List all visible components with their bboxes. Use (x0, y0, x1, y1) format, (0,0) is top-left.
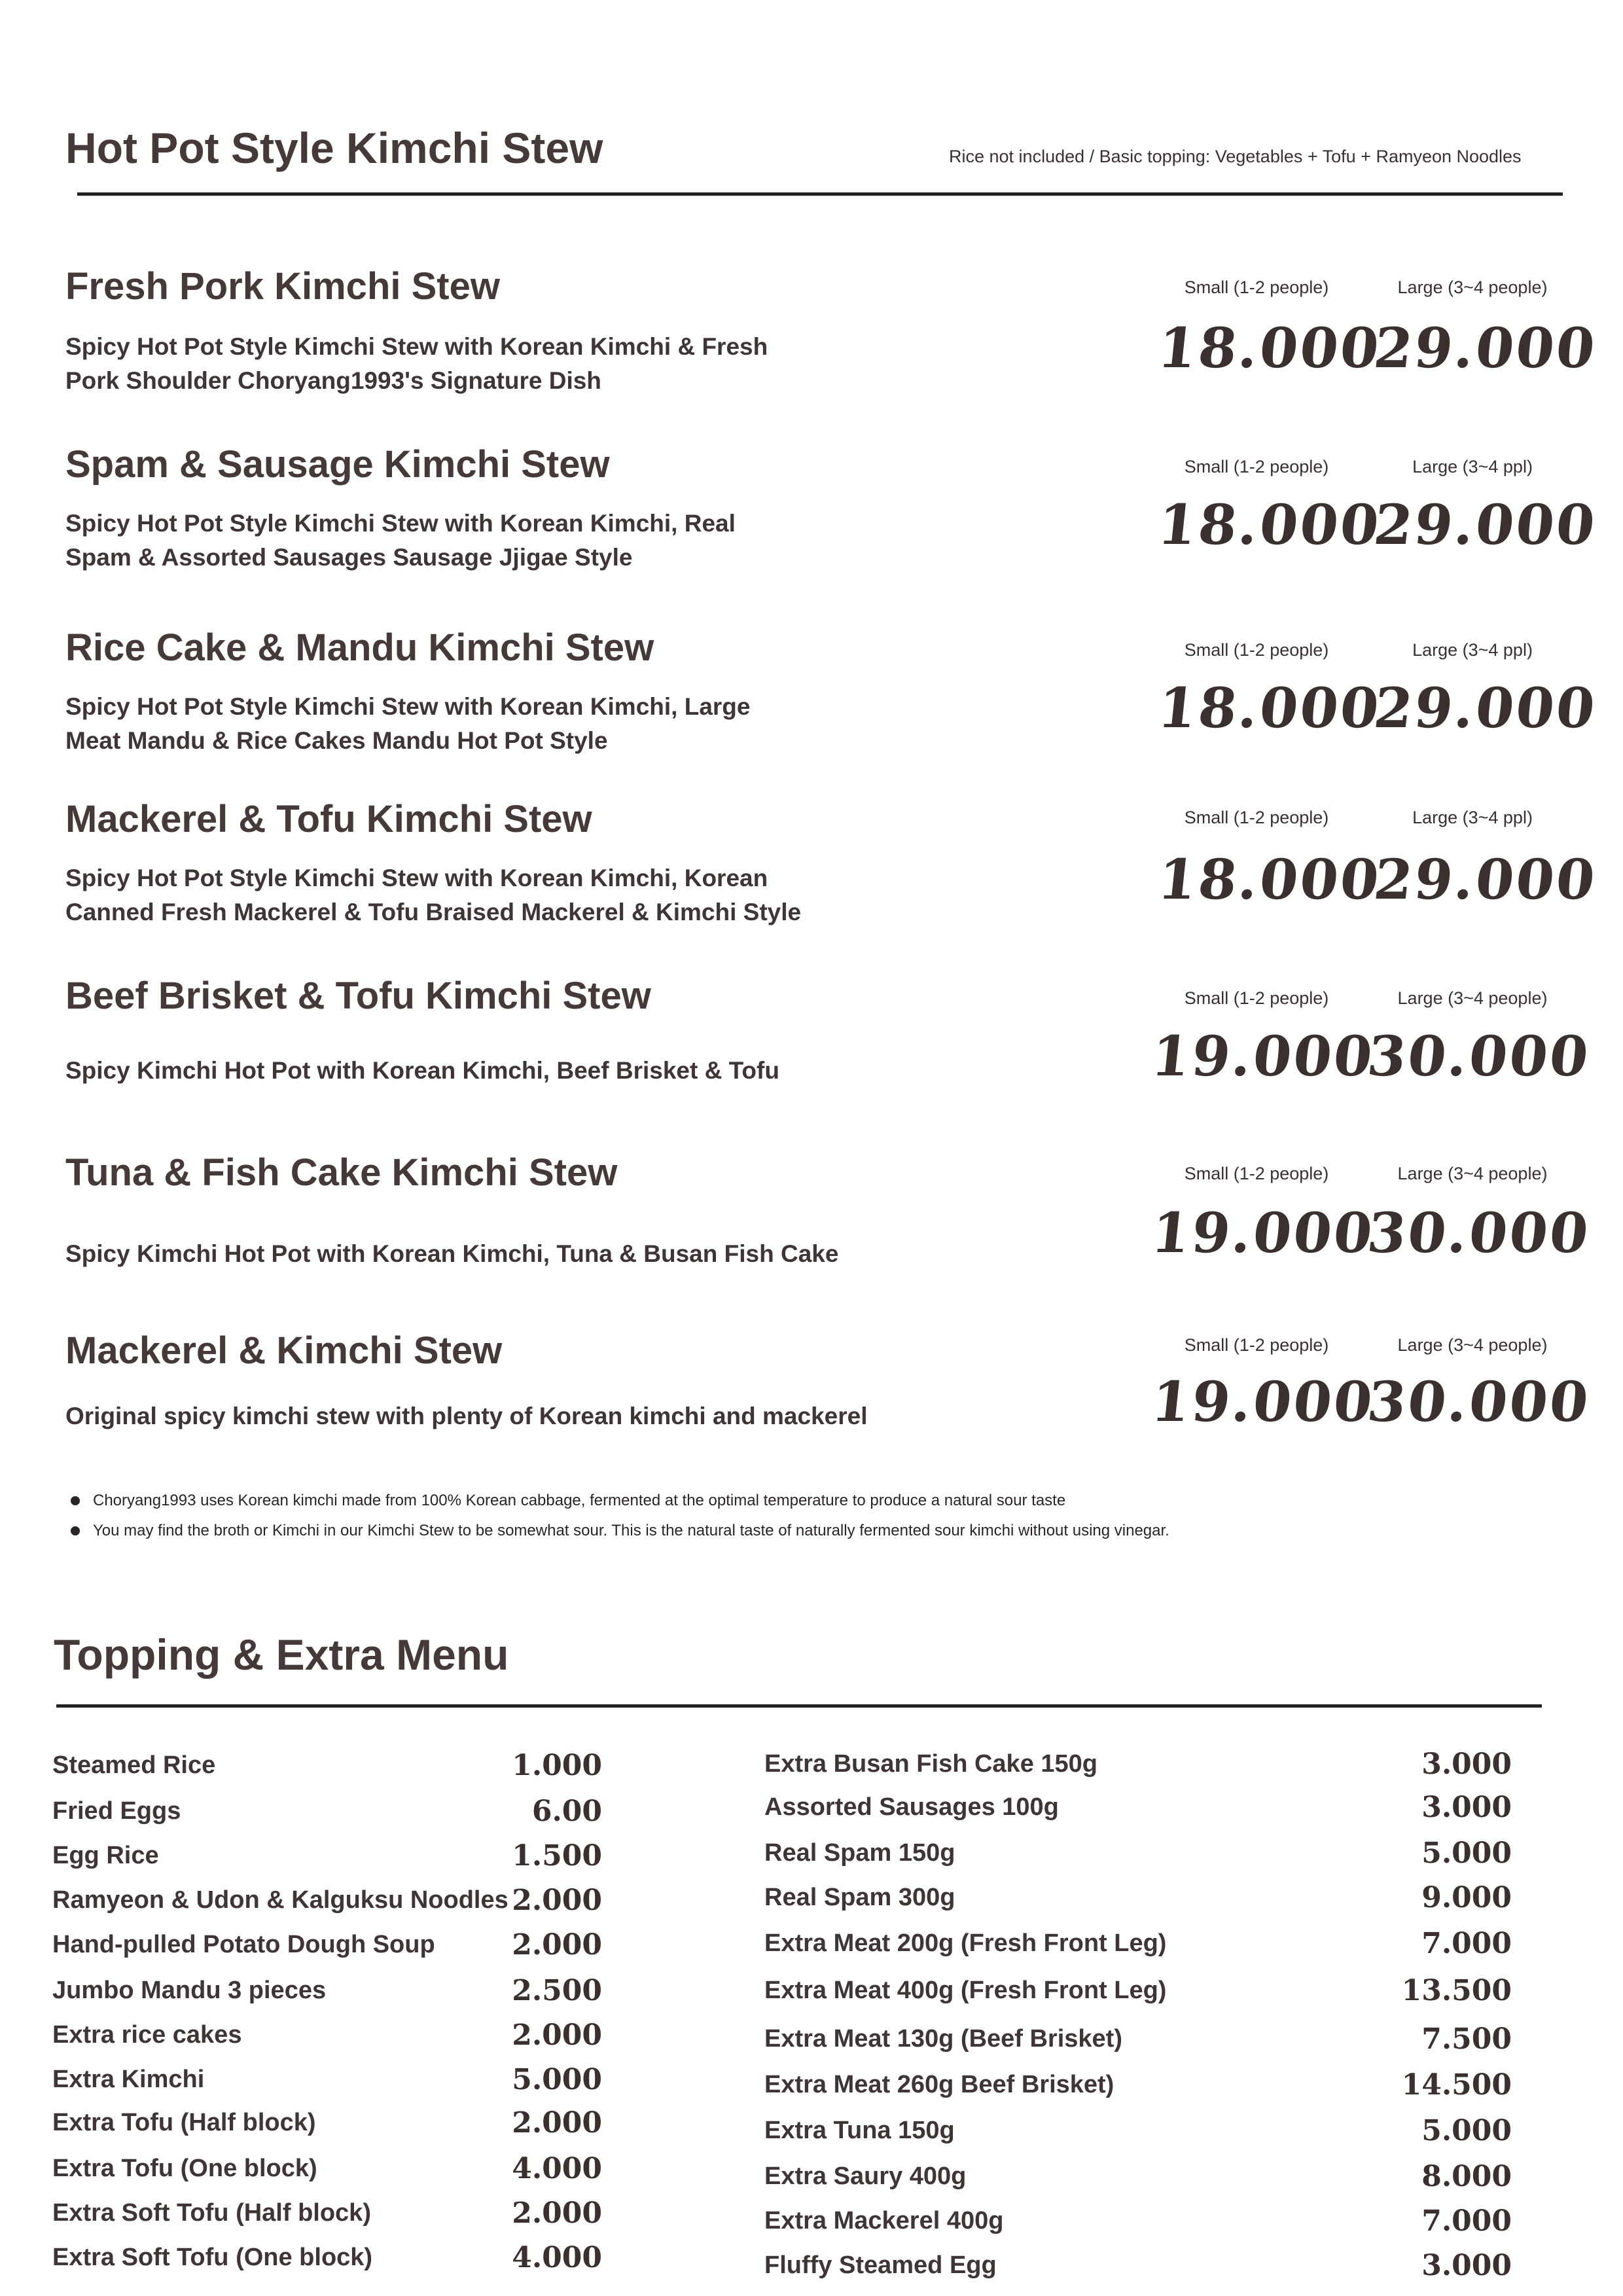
extra-item-price: 5.000 (1421, 2114, 1512, 2147)
page-title: Hot Pot Style Kimchi Stew (65, 124, 603, 172)
menu-item-desc: Spicy Hot Pot Style Kimchi Stew with Korean Kimchi, Korean (65, 865, 768, 891)
menu-item-title: Rice Cake & Mandu Kimchi Stew (65, 626, 654, 669)
extra-item-name: Extra Kimchi (52, 2066, 205, 2093)
extra-item-name: Real Spam 300g (764, 1884, 955, 1911)
extra-item-price: 4.000 (512, 2152, 602, 2185)
extras-divider (56, 1704, 1542, 1708)
extra-item-price: 7.000 (1421, 2204, 1512, 2238)
extra-item-price: 14.500 (1401, 2068, 1512, 2102)
small-size-label: Small (1-2 people) (1184, 808, 1329, 827)
extra-item-name: Extra Soft Tofu (One block) (52, 2244, 373, 2271)
small-price: 19.000 (1148, 1369, 1378, 1434)
large-size-label: Large (3~4 people) (1397, 278, 1548, 297)
menu-item-desc: Pork Shoulder Choryang1993's Signature Dish (65, 367, 601, 394)
small-size-label: Small (1-2 people) (1184, 640, 1329, 660)
extra-item-name: Hand-pulled Potato Dough Soup (52, 1931, 435, 1958)
extra-item-name: Extra Mackerel 400g (764, 2207, 1004, 2234)
extras-section-title: Topping & Extra Menu (54, 1630, 509, 1679)
menu-item-desc: Meat Mandu & Rice Cakes Mandu Hot Pot Style (65, 727, 608, 754)
extra-item-price: 5.000 (512, 2063, 602, 2096)
bullet-dot-icon (71, 1496, 80, 1505)
large-size-label: Large (3~4 ppl) (1412, 457, 1533, 476)
large-price: 29.000 (1370, 492, 1600, 557)
extra-item-price: 2.500 (512, 1974, 602, 2007)
menu-item-desc: Spicy Hot Pot Style Kimchi Stew with Korean Kimchi, Large (65, 693, 751, 720)
menu-item-title: Tuna & Fish Cake Kimchi Stew (65, 1151, 618, 1194)
extra-item-name: Ramyeon & Udon & Kalguksu Noodles (52, 1886, 508, 1914)
small-price: 18.000 (1154, 315, 1384, 380)
kimchi-notes (71, 1486, 1169, 1546)
extra-item-price: 2.000 (512, 1928, 602, 1962)
extra-item-name: Fried Eggs (52, 1797, 181, 1825)
menu-item-desc: Canned Fresh Mackerel & Tofu Braised Mackerel & Kimchi Style (65, 899, 802, 925)
extra-item-price: 3.000 (1421, 1748, 1512, 1781)
extra-item-name: Extra rice cakes (52, 2021, 242, 2049)
extra-item-name: Jumbo Mandu 3 pieces (52, 1977, 327, 2004)
large-price: 30.000 (1364, 1369, 1594, 1434)
large-price: 29.000 (1370, 315, 1600, 380)
bullet-dot-icon (71, 1526, 80, 1535)
large-price: 29.000 (1370, 675, 1600, 740)
menu-item-title: Mackerel & Tofu Kimchi Stew (65, 798, 592, 840)
extra-item-price: 6.00 (531, 1795, 602, 1828)
small-price: 18.000 (1154, 847, 1384, 912)
note-item (71, 1486, 1169, 1516)
extra-item-name: Extra Tuna 150g (764, 2117, 955, 2144)
menu-item-title: Spam & Sausage Kimchi Stew (65, 443, 610, 486)
note-text: Choryang1993 uses Korean kimchi made from 100% Korean cabbage, fermented at the optimal temperature to produce a natural sour taste (93, 1492, 1066, 1509)
small-size-label: Small (1-2 people) (1184, 988, 1329, 1008)
menu-item-title: Beef Brisket & Tofu Kimchi Stew (65, 975, 651, 1017)
menu-item-desc: Spam & Assorted Sausages Sausage Jjigae Style (65, 544, 633, 571)
extra-item-name: Fluffy Steamed Egg (764, 2251, 997, 2279)
extra-item-price: 5.000 (1421, 1837, 1512, 1870)
large-price: 30.000 (1364, 1200, 1594, 1265)
extra-item-name: Extra Tofu (One block) (52, 2155, 317, 2182)
extra-item-name: Assorted Sausages 100g (764, 1793, 1059, 1821)
extra-item-name: Extra Meat 130g (Beef Brisket) (764, 2025, 1122, 2053)
extra-item-price: 1.000 (512, 1749, 602, 1782)
extra-item-name: Real Spam 150g (764, 1839, 955, 1867)
extra-item-name: Extra Saury 400g (764, 2162, 967, 2190)
extra-item-price: 9.000 (1421, 1881, 1512, 1914)
extra-item-price: 4.000 (512, 2241, 602, 2274)
menu-item-desc: Spicy Kimchi Hot Pot with Korean Kimchi, Tuna & Busan Fish Cake (65, 1240, 839, 1267)
large-size-label: Large (3~4 ppl) (1412, 808, 1533, 827)
extra-item-price: 2.000 (512, 2106, 602, 2140)
extra-item-price: 13.500 (1401, 1974, 1512, 2007)
extra-item-price: 3.000 (1421, 2249, 1512, 2282)
extra-item-name: Steamed Rice (52, 1751, 216, 1779)
note-item (71, 1516, 1169, 1546)
menu-item-title: Fresh Pork Kimchi Stew (65, 265, 500, 308)
extra-item-name: Extra Meat 260g Beef Brisket) (764, 2071, 1115, 2098)
extra-item-name: Extra Meat 200g (Fresh Front Leg) (764, 1929, 1167, 1957)
menu-item-desc: Spicy Kimchi Hot Pot with Korean Kimchi, Beef Brisket & Tofu (65, 1057, 779, 1084)
extra-item-name: Extra Meat 400g (Fresh Front Leg) (764, 1977, 1167, 2004)
extra-item-name: Extra Tofu (Half block) (52, 2109, 316, 2136)
menu-item-desc: Spicy Hot Pot Style Kimchi Stew with Korean Kimchi, Real (65, 510, 736, 537)
small-size-label: Small (1-2 people) (1184, 1335, 1329, 1355)
extra-item-price: 1.500 (512, 1839, 602, 1873)
stew-section-note: Rice not included / Basic topping: Vegetables + Tofu + Ramyeon Noodles (949, 147, 1522, 166)
large-price: 29.000 (1370, 847, 1600, 912)
extra-item-price: 7.500 (1421, 2022, 1512, 2056)
menu-item-desc: Original spicy kimchi stew with plenty of Korean kimchi and mackerel (65, 1403, 868, 1429)
extra-item-price: 8.000 (1421, 2160, 1512, 2193)
header-divider (77, 192, 1563, 196)
small-size-label: Small (1-2 people) (1184, 457, 1329, 476)
extra-item-price: 3.000 (1421, 1791, 1512, 1824)
large-size-label: Large (3~4 ppl) (1412, 640, 1533, 660)
large-price: 30.000 (1364, 1024, 1594, 1088)
note-text: You may find the broth or Kimchi in our Kimchi Stew to be somewhat sour. This is the natural taste of naturally fermented sour kimchi without using vinegar. (93, 1522, 1169, 1539)
menu-item-desc: Spicy Hot Pot Style Kimchi Stew with Korean Kimchi & Fresh (65, 333, 768, 360)
extra-item-name: Extra Busan Fish Cake 150g (764, 1750, 1097, 1778)
extra-item-price: 7.000 (1421, 1927, 1512, 1960)
extra-item-name: Extra Soft Tofu (Half block) (52, 2199, 371, 2227)
large-size-label: Large (3~4 people) (1397, 1164, 1548, 1183)
small-price: 19.000 (1148, 1024, 1378, 1088)
small-price: 18.000 (1154, 675, 1384, 740)
small-size-label: Small (1-2 people) (1184, 278, 1329, 297)
extra-item-name: Egg Rice (52, 1842, 159, 1869)
menu-item-title: Mackerel & Kimchi Stew (65, 1329, 503, 1372)
small-price: 18.000 (1154, 492, 1384, 557)
large-size-label: Large (3~4 people) (1397, 988, 1548, 1008)
small-price: 19.000 (1148, 1200, 1378, 1265)
extra-item-price: 2.000 (512, 2197, 602, 2230)
large-size-label: Large (3~4 people) (1397, 1335, 1548, 1355)
extra-item-price: 2.000 (512, 1884, 602, 1917)
small-size-label: Small (1-2 people) (1184, 1164, 1329, 1183)
extra-item-price: 2.000 (512, 2018, 602, 2052)
